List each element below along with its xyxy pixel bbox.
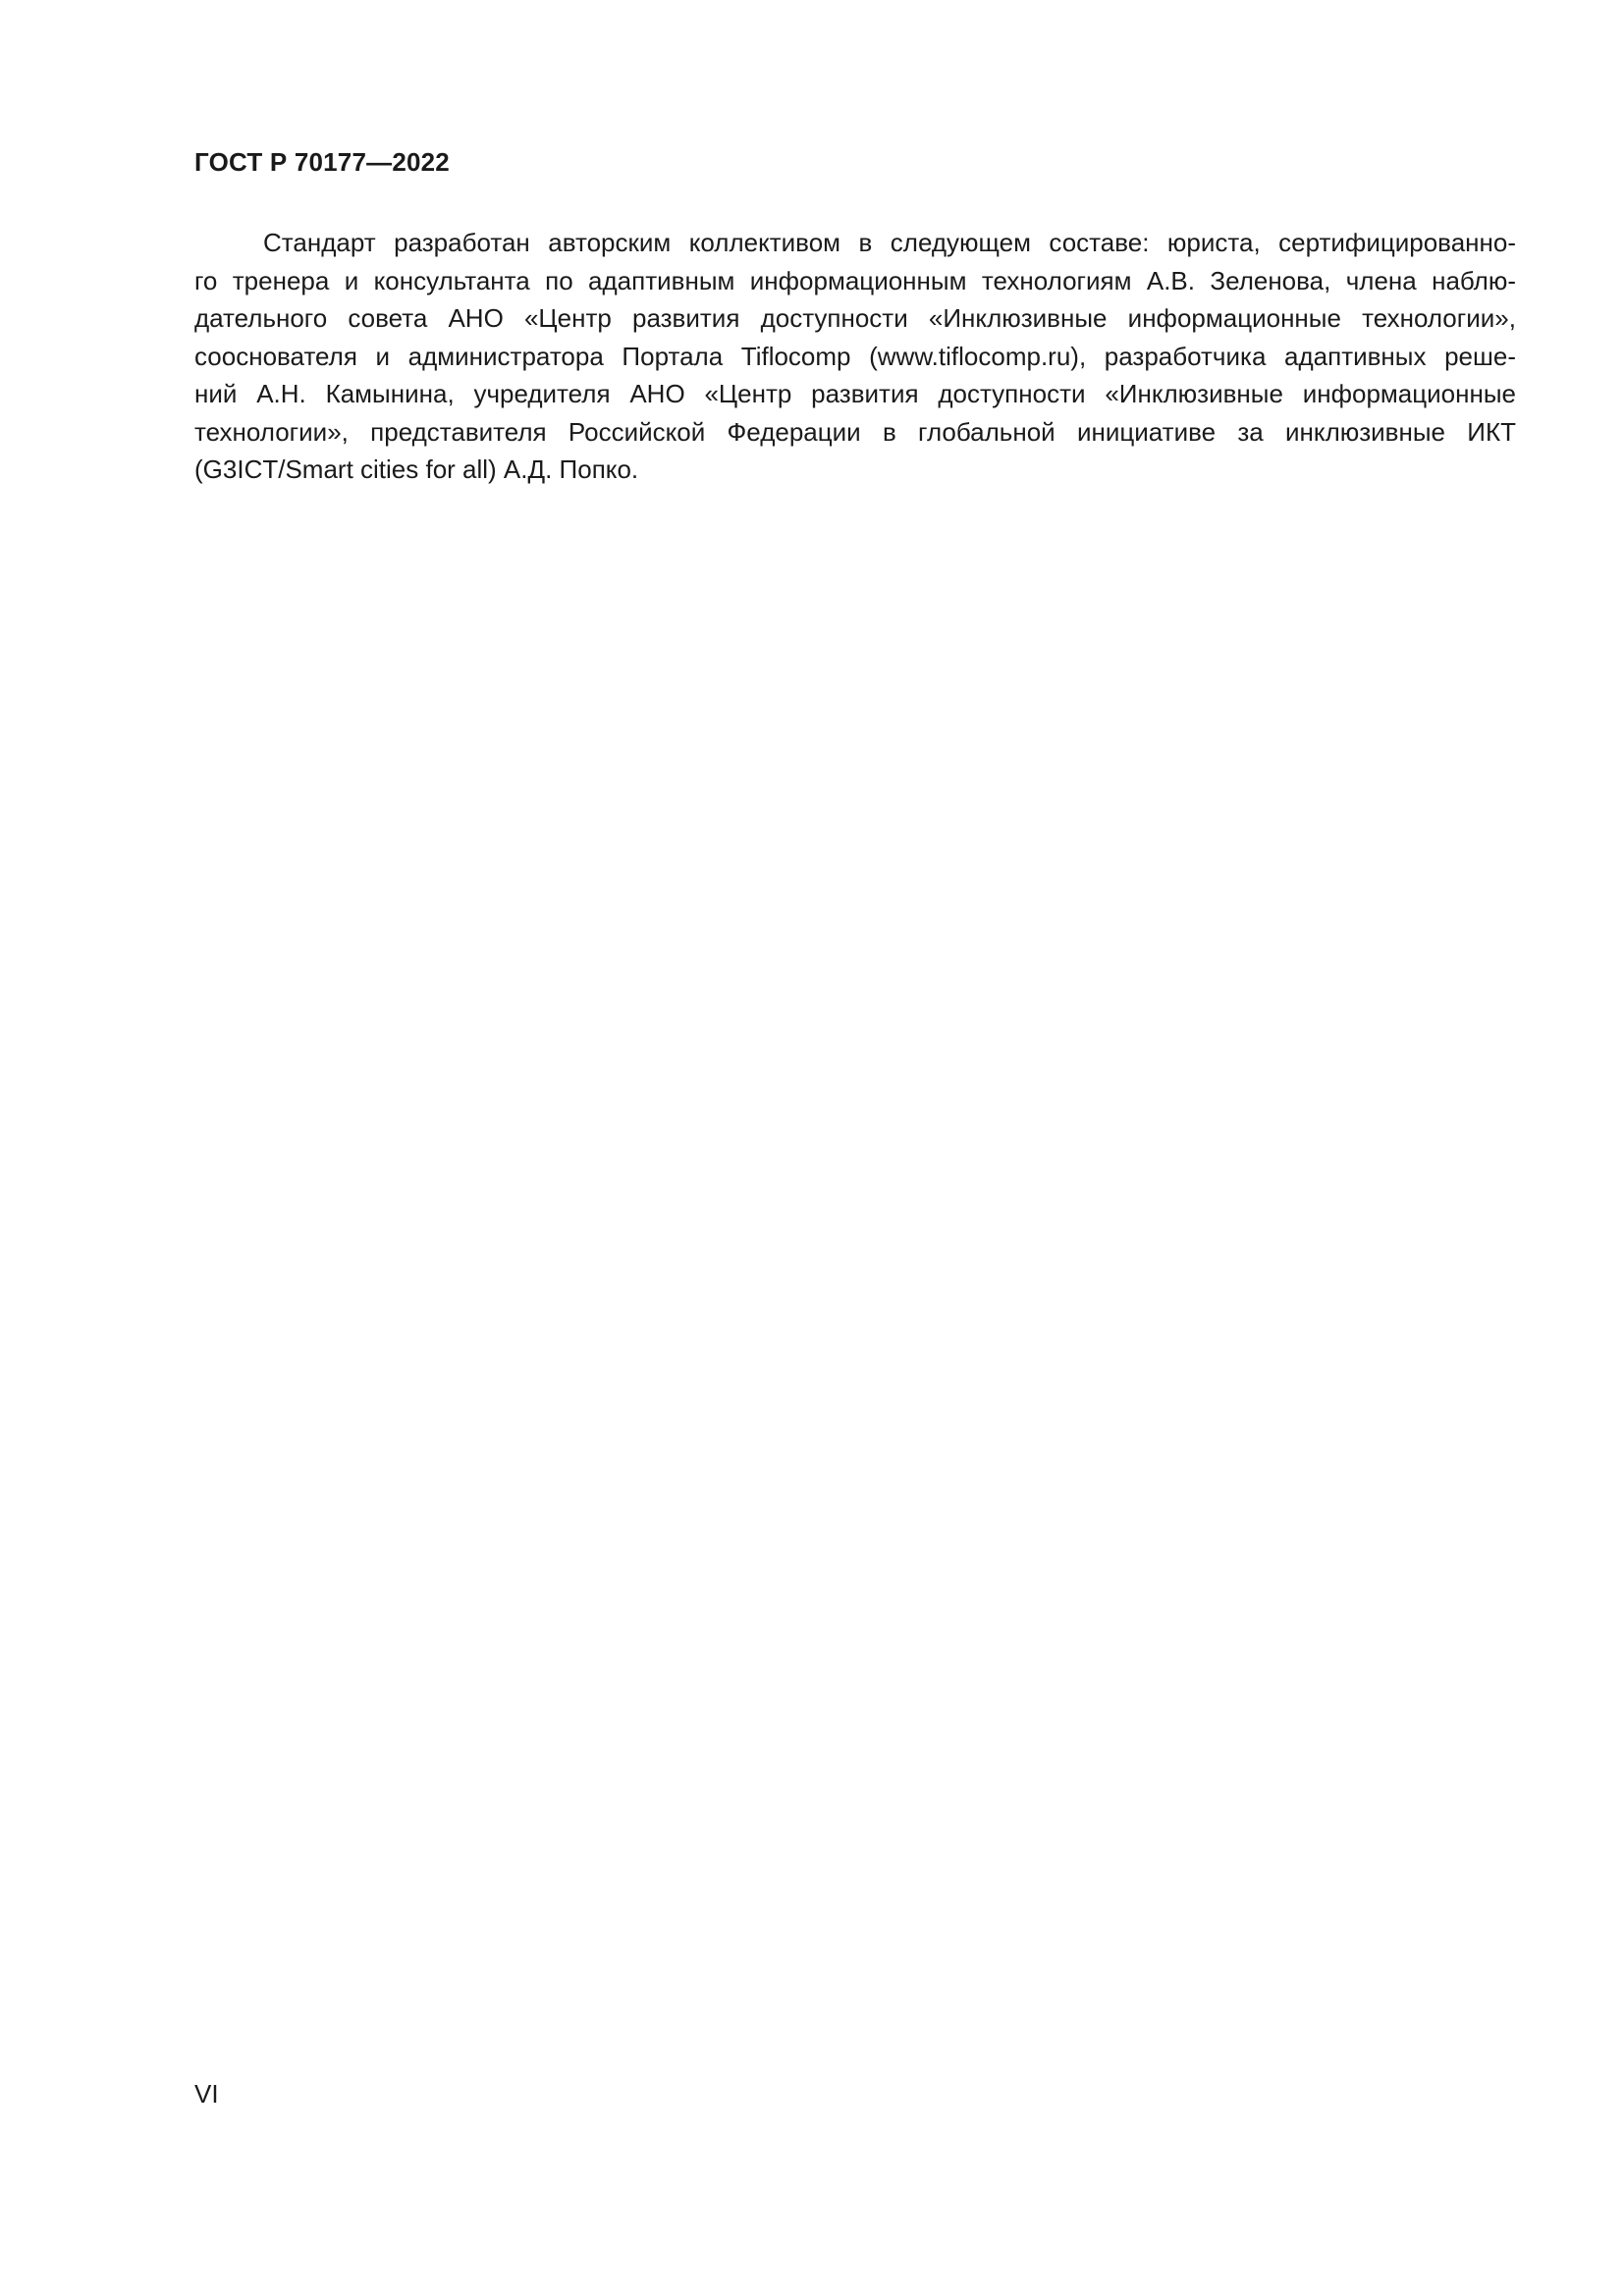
paragraph-line: дательного совета АНО «Центр развития доступности «Инклюзивные информационные технологии»,: [194, 303, 1516, 333]
paragraph-line: го тренера и консультанта по адаптивным информационным технологиям А.В. Зеленова, члена наблю-: [194, 265, 1516, 295]
paragraph-line: ний А.Н. Камынина, учредителя АНО «Центр развития доступности «Инклюзивные информационные: [194, 379, 1516, 408]
paragraph-line: Стандарт разработан авторским коллективом в следующем составе: юриста, сертифицированно-: [263, 228, 1516, 257]
paragraph-line: (G3ICT/Smart cities for all) А.Д. Попко.: [194, 454, 639, 484]
page-number: VI: [194, 2079, 219, 2109]
paragraph-line: технологии», представителя Российской Федерации в глобальной инициативе за инклюзивные ИКТ: [194, 416, 1516, 447]
standard-code-header: ГОСТ Р 70177—2022: [194, 147, 450, 177]
authors-paragraph: [194, 224, 1516, 489]
paragraph-line: сооснователя и администратора Портала Tiflocomp (www.tiflocomp.ru), разработчика адаптивных реше-: [194, 341, 1516, 371]
